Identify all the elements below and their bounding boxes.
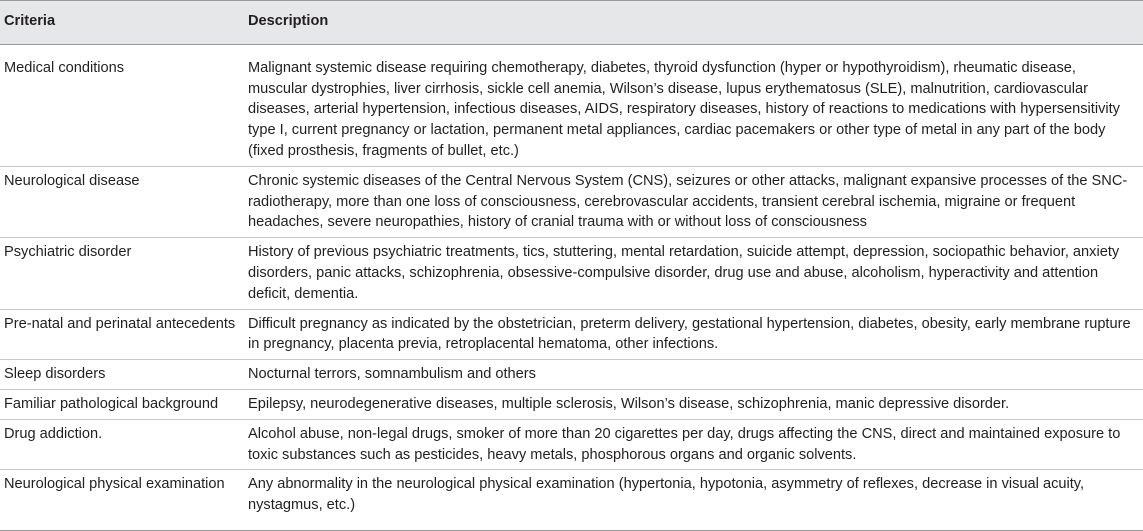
criteria-cell: Medical conditions [0, 44, 246, 166]
table-header [0, 1, 1143, 45]
table-body [0, 44, 1143, 530]
criteria-cell: Pre-natal and perinatal antecedents [0, 309, 246, 360]
header-criteria: Criteria [0, 1, 246, 45]
table-row [0, 389, 1143, 419]
criteria-cell: Drug addiction. [0, 419, 246, 470]
table-row [0, 309, 1143, 360]
table-row [0, 44, 1143, 166]
criteria-cell: Neurological disease [0, 166, 246, 237]
criteria-cell: Sleep disorders [0, 360, 246, 390]
table-row [0, 360, 1143, 390]
table-row [0, 419, 1143, 470]
description-cell: History of previous psychiatric treatments, tics, stuttering, mental retardation, suicide attempt, depression, sociopathic behavior, anxiety disorders, panic attacks, schizophrenia, obsessive-compulsive disorder, drug use and abuse, alcoholism, hyperactivity and attention deficit, dementia. [246, 238, 1143, 309]
description-cell: Malignant systemic disease requiring chemotherapy, diabetes, thyroid dysfunction (hyper or hypothyroidism), rheumatic disease, muscular dystrophies, liver cirrhosis, sickle cell anemia, Wilson’s disease, lupus erythematosus (SLE), malnutrition, cardiovascular diseases, arterial hypertension, infectious diseases, AIDS, respiratory diseases, history of reactions to medications with hypersensitivity type I, current pregnancy or lactation, permanent metal appliances, cardiac pacemakers or other type of metal in any part of the body (fixed prosthesis, fragments of bullet, etc.) [246, 44, 1143, 166]
description-cell: Epilepsy, neurodegenerative diseases, multiple sclerosis, Wilson’s disease, schizophrenia, manic depressive disorder. [246, 389, 1143, 419]
criteria-cell: Neurological physical examination [0, 470, 246, 531]
header-row [0, 1, 1143, 45]
table-row [0, 470, 1143, 531]
table-row [0, 238, 1143, 309]
criteria-cell: Familiar pathological background [0, 389, 246, 419]
header-description: Description [246, 1, 1143, 45]
description-cell: Alcohol abuse, non-legal drugs, smoker of more than 20 cigarettes per day, drugs affecting the CNS, direct and maintained exposure to toxic substances such as pesticides, heavy metals, phosphorous organs and organic solvents. [246, 419, 1143, 470]
description-cell: Nocturnal terrors, somnambulism and others [246, 360, 1143, 390]
table-row [0, 166, 1143, 237]
criteria-cell: Psychiatric disorder [0, 238, 246, 309]
description-cell: Any abnormality in the neurological physical examination (hypertonia, hypotonia, asymmetry of reflexes, decrease in visual acuity, nystagmus, etc.) [246, 470, 1143, 531]
description-cell: Difficult pregnancy as indicated by the obstetrician, preterm delivery, gestational hypertension, diabetes, obesity, early membrane rupture in pregnancy, placenta previa, retroplacental hematoma, other infections. [246, 309, 1143, 360]
description-cell: Chronic systemic diseases of the Central Nervous System (CNS), seizures or other attacks, malignant expansive processes of the SNC-radiotherapy, more than one loss of consciousness, cerebrovascular accidents, transient cerebral ischemia, migraine or frequent headaches, severe neuropathies, history of cranial trauma with or without loss of consciousness [246, 166, 1143, 237]
